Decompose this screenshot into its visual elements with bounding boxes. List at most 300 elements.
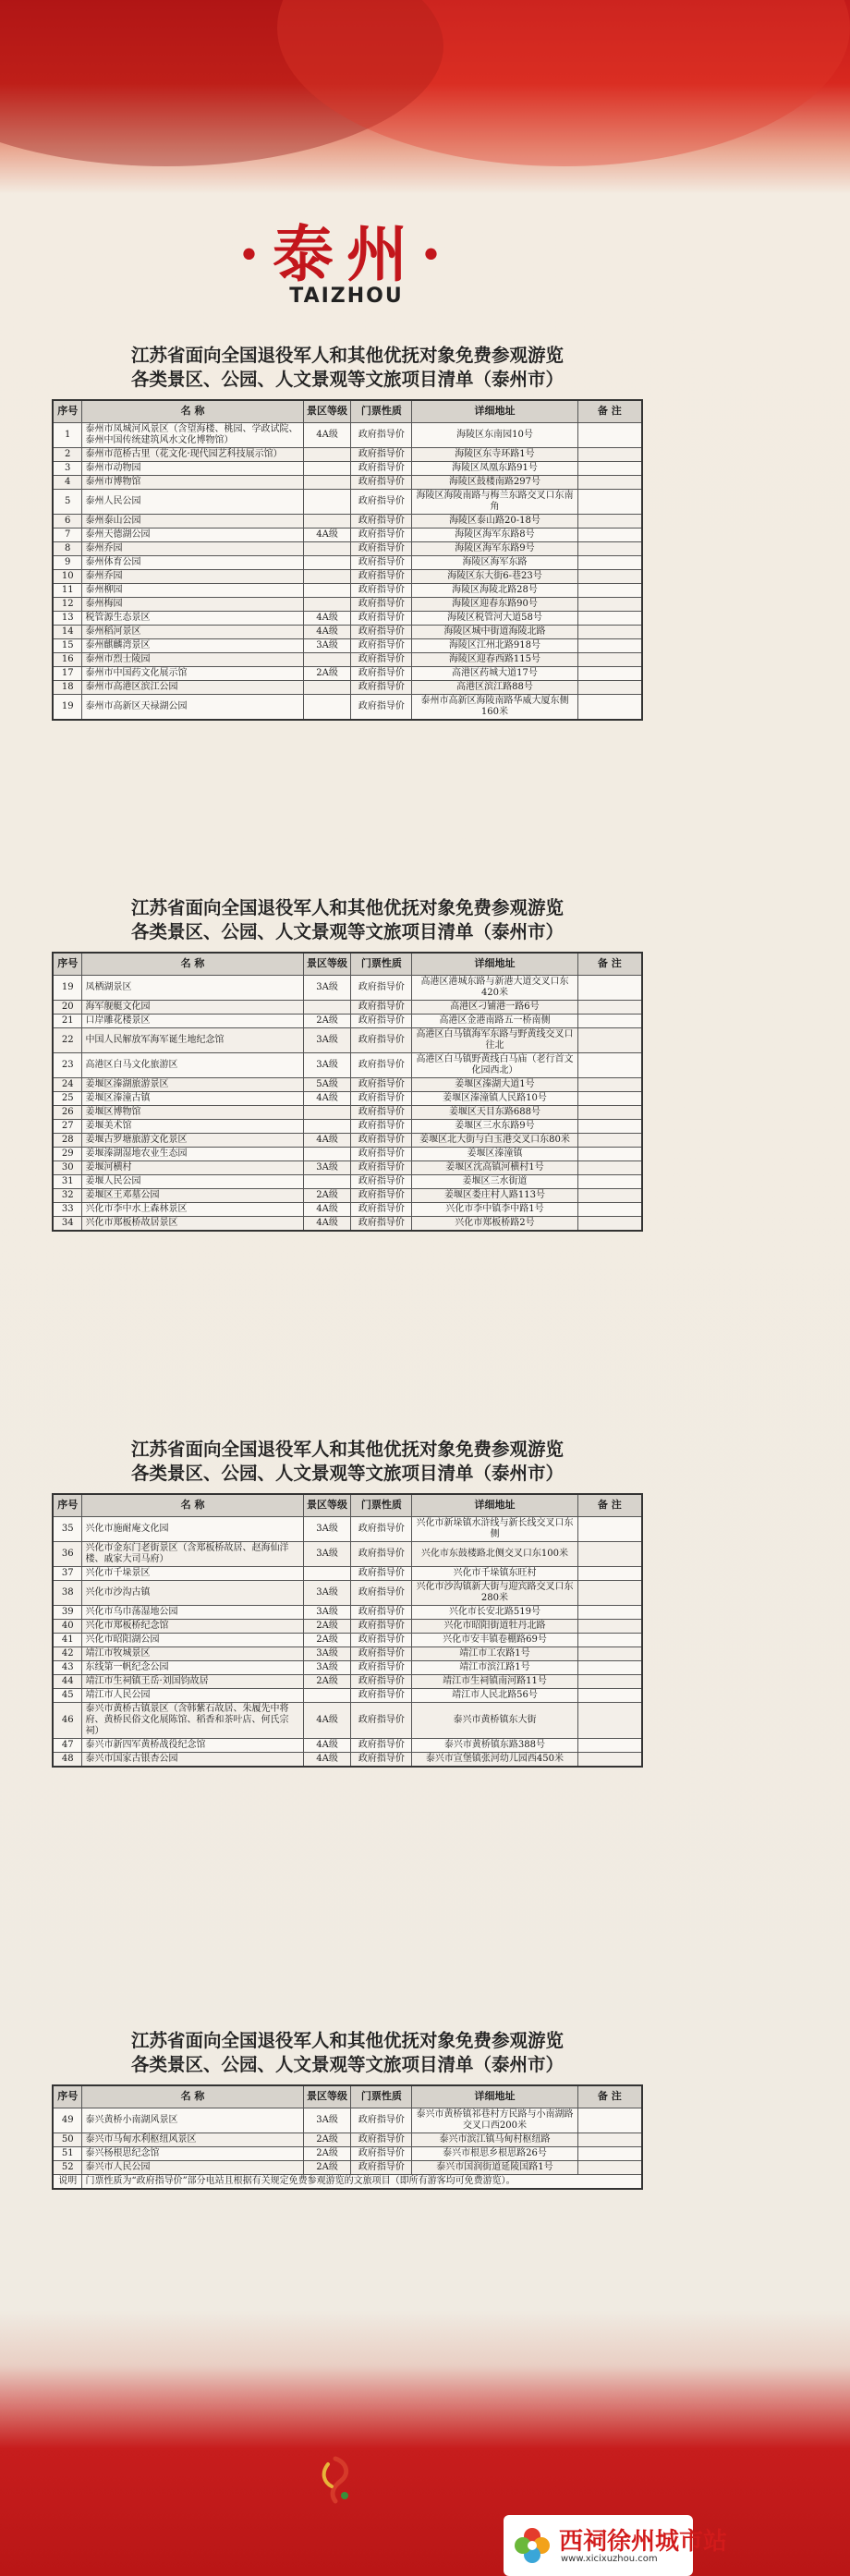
table-cell: 36 <box>53 1541 82 1566</box>
table-cell: 10 <box>53 569 82 583</box>
table-cell: 6 <box>53 514 82 528</box>
table-cell <box>577 625 642 638</box>
table-cell: 政府指导价 <box>351 1216 412 1231</box>
table-cell: 12 <box>53 597 82 611</box>
table-cell: 49 <box>53 2108 82 2132</box>
table-cell: 35 <box>53 1516 82 1541</box>
column-header: 景区等级 <box>303 1494 351 1516</box>
table-cell <box>577 461 642 475</box>
table-cell: 政府指导价 <box>351 652 412 666</box>
table-cell: 7 <box>53 528 82 541</box>
table-row <box>53 447 642 461</box>
table-cell: 5A级 <box>303 1077 351 1091</box>
table-cell <box>577 1000 642 1014</box>
table-cell <box>577 528 642 541</box>
table-cell: 姜堰溱湖湿地农业生态园 <box>82 1147 303 1160</box>
table-cell: 政府指导价 <box>351 1014 412 1027</box>
table-cell: 兴化市李中水上森林景区 <box>82 1202 303 1216</box>
table-cell: 24 <box>53 1077 82 1091</box>
table-cell: 27 <box>53 1119 82 1133</box>
list-panel <box>52 344 643 721</box>
table-cell: 25 <box>53 1091 82 1105</box>
table-row <box>53 1738 642 1752</box>
table-cell: 泰兴杨根思纪念馆 <box>82 2146 303 2160</box>
table-cell: 政府指导价 <box>351 1174 412 1188</box>
table-cell: 海陵区海陵南路与梅兰东路交叉口东南角 <box>412 489 577 514</box>
table-cell <box>577 1202 642 1216</box>
table-cell: 政府指导价 <box>351 2108 412 2132</box>
table-header <box>53 2085 642 2108</box>
table-cell <box>303 514 351 528</box>
table-cell <box>577 1133 642 1147</box>
table-cell: 2A级 <box>303 1619 351 1633</box>
table-cell: 高港区滨江路88号 <box>412 680 577 694</box>
column-header: 名 称 <box>82 1494 303 1516</box>
table-row <box>53 1660 642 1674</box>
table-cell: 海陵区泰山路20-18号 <box>412 514 577 528</box>
table-cell: 泰兴市黄桥镇祁巷村方民路与小南湖路交叉口西200米 <box>412 2108 577 2132</box>
table-cell <box>577 652 642 666</box>
table-cell: 高港区白马镇野黄线白马庙（老行首文化园西北） <box>412 1052 577 1077</box>
table-cell: 3A级 <box>303 1580 351 1605</box>
table-cell: 48 <box>53 1752 82 1767</box>
table-cell: 44 <box>53 1674 82 1688</box>
table-cell: 泰州乔园 <box>82 541 303 555</box>
table-cell: 海陵区东南园10号 <box>412 422 577 447</box>
table-cell: 政府指导价 <box>351 597 412 611</box>
table-cell: 政府指导价 <box>351 1674 412 1688</box>
note-label: 说明 <box>53 2174 82 2189</box>
panel-title-line1: 江苏省面向全国退役军人和其他优抚对象免费参观游览 <box>130 2030 564 2051</box>
table-row <box>53 1000 642 1014</box>
table-cell: 兴化市郑板桥纪念馆 <box>82 1619 303 1633</box>
column-header: 详细地址 <box>412 953 577 975</box>
attractions-table <box>52 399 643 721</box>
list-panel <box>52 1438 643 1768</box>
table-cell: 中国人民解放军海军诞生地纪念馆 <box>82 1027 303 1052</box>
table-cell: 泰州乔园 <box>82 569 303 583</box>
column-header: 备 注 <box>577 400 642 422</box>
table-cell: 泰州体育公园 <box>82 555 303 569</box>
table-row <box>53 611 642 625</box>
table-cell: 姜堰区溱潼镇人民路10号 <box>412 1091 577 1105</box>
table-cell: 高港区金港南路五一桥南侧 <box>412 1014 577 1027</box>
table-cell: 兴化市沙沟古镇 <box>82 1580 303 1605</box>
table-cell: 政府指导价 <box>351 475 412 489</box>
table-cell: 泰兴市根思乡根思路26号 <box>412 2146 577 2160</box>
table-cell: 46 <box>53 1702 82 1738</box>
table-cell: 政府指导价 <box>351 1027 412 1052</box>
table-cell: 政府指导价 <box>351 1688 412 1702</box>
table-cell: 泰州天德湖公园 <box>82 528 303 541</box>
table-row <box>53 1702 642 1738</box>
table-cell: 政府指导价 <box>351 1516 412 1541</box>
table-row <box>53 1580 642 1605</box>
table-cell: 兴化市新垛镇水浒线与新长线交叉口东侧 <box>412 1516 577 1541</box>
table-cell: 兴化市沙沟镇新大街与迎宾路交叉口东280米 <box>412 1580 577 1605</box>
panel-title-line2: 各类景区、公园、人文景观等文旅项目清单（泰州市） <box>130 2054 564 2075</box>
page-title: ·泰州· <box>238 218 455 290</box>
table-cell: 靖江市生祠镇南河路11号 <box>412 1674 577 1688</box>
table-cell: 姜堰人民公园 <box>82 1174 303 1188</box>
table-row <box>53 1516 642 1541</box>
table-cell: 17 <box>53 666 82 680</box>
table-cell: 3A级 <box>303 1646 351 1660</box>
table-cell: 高港区白马文化旅游区 <box>82 1052 303 1077</box>
column-header: 名 称 <box>82 400 303 422</box>
table-cell: 泰州人民公园 <box>82 489 303 514</box>
table-cell <box>577 1738 642 1752</box>
table-row <box>53 1633 642 1646</box>
table-row <box>53 638 642 652</box>
table-row <box>53 569 642 583</box>
table-row <box>53 975 642 1000</box>
table-cell: 31 <box>53 1174 82 1188</box>
table-cell: 泰兴市宣堡镇张河幼儿园西450米 <box>412 1752 577 1767</box>
table-cell <box>577 1052 642 1077</box>
table-cell: 政府指导价 <box>351 1702 412 1738</box>
column-header: 门票性质 <box>351 2085 412 2108</box>
table-cell: 政府指导价 <box>351 1619 412 1633</box>
table-cell <box>577 1674 642 1688</box>
table-cell <box>577 2108 642 2132</box>
table-cell: 政府指导价 <box>351 461 412 475</box>
table-cell <box>577 2160 642 2174</box>
table-cell: 政府指导价 <box>351 541 412 555</box>
table-cell: 政府指导价 <box>351 1738 412 1752</box>
table-cell: 靖江市生祠镇王岳·刘国钧故居 <box>82 1674 303 1688</box>
table-cell: 3 <box>53 461 82 475</box>
table-cell: 2A级 <box>303 2132 351 2146</box>
flag-decoration <box>277 0 850 166</box>
table-cell: 海陵区东大街6-巷23号 <box>412 569 577 583</box>
table-cell <box>577 597 642 611</box>
table-cell: 3A级 <box>303 1660 351 1674</box>
table-row <box>53 528 642 541</box>
table-row <box>53 1216 642 1231</box>
table-cell: 海陵区海陵北路28号 <box>412 583 577 597</box>
table-cell: 3A级 <box>303 1052 351 1077</box>
table-cell: 16 <box>53 652 82 666</box>
table-cell <box>577 1580 642 1605</box>
table-cell: 姜堰区溱湖大道1号 <box>412 1077 577 1091</box>
table-cell: 政府指导价 <box>351 694 412 720</box>
table-cell: 政府指导价 <box>351 583 412 597</box>
table-cell: 4A级 <box>303 1091 351 1105</box>
table-cell: 政府指导价 <box>351 611 412 625</box>
table-cell: 政府指导价 <box>351 2160 412 2174</box>
table-cell: 34 <box>53 1216 82 1231</box>
table-cell: 泰兴市国家古银杏公园 <box>82 1752 303 1767</box>
table-cell: 泰州柳园 <box>82 583 303 597</box>
table-cell <box>303 555 351 569</box>
table-cell <box>577 1147 642 1160</box>
column-header: 门票性质 <box>351 1494 412 1516</box>
table-cell <box>303 569 351 583</box>
table-cell: 政府指导价 <box>351 1000 412 1014</box>
table-cell: 兴化市乌巾荡湿地公园 <box>82 1605 303 1619</box>
table-row <box>53 2146 642 2160</box>
table-cell: 泰州市烈士陵园 <box>82 652 303 666</box>
table-cell: 政府指导价 <box>351 2132 412 2146</box>
table-cell: 口岸雕花楼景区 <box>82 1014 303 1027</box>
table-row <box>53 541 642 555</box>
table-cell: 姜堰区北大街与白玉港交叉口东80米 <box>412 1133 577 1147</box>
table-cell: 3A级 <box>303 1605 351 1619</box>
table-cell: 兴化市李中镇李中路1号 <box>412 1202 577 1216</box>
table-cell: 泰兴市新四军黄桥战役纪念馆 <box>82 1738 303 1752</box>
table-cell: 3A级 <box>303 638 351 652</box>
table-cell: 姜堰区溱潼古镇 <box>82 1091 303 1105</box>
list-panel <box>52 896 643 1232</box>
table-cell: 高港区白马镇海军东路与野黄线交叉口往北 <box>412 1027 577 1052</box>
table-cell <box>577 1660 642 1674</box>
table-cell <box>577 1566 642 1580</box>
table-cell: 海陵区鼓楼南路297号 <box>412 475 577 489</box>
table-cell: 政府指导价 <box>351 975 412 1000</box>
table-cell: 兴化市施耐庵文化园 <box>82 1516 303 1541</box>
table-cell <box>577 694 642 720</box>
table-cell: 海陵区迎春西路115号 <box>412 652 577 666</box>
table-cell: 42 <box>53 1646 82 1660</box>
attractions-table <box>52 1493 643 1768</box>
table-cell: 泰兴市黄桥镇东路388号 <box>412 1738 577 1752</box>
table-cell: 3A级 <box>303 975 351 1000</box>
table-cell: 姜堰区博物馆 <box>82 1105 303 1119</box>
table-cell: 泰兴市黄桥古镇景区（含韩紫石故居、朱履先中将府、黄桥民俗文化展陈馆、稻香和茶叶店、何氏宗祠） <box>82 1702 303 1738</box>
column-header: 备 注 <box>577 2085 642 2108</box>
table-cell: 泰州市范桥古里（花文化·现代园艺科技展示馆） <box>82 447 303 461</box>
table-row <box>53 2132 642 2146</box>
table-cell <box>577 1119 642 1133</box>
table-cell <box>303 1000 351 1014</box>
table-cell <box>577 680 642 694</box>
table-cell: 姜堰河横村 <box>82 1160 303 1174</box>
table-row <box>53 1174 642 1188</box>
table-cell <box>577 1188 642 1202</box>
table-cell: 51 <box>53 2146 82 2160</box>
table-cell <box>303 1105 351 1119</box>
table-row <box>53 2160 642 2174</box>
table-cell <box>577 611 642 625</box>
panel-title-line1: 江苏省面向全国退役军人和其他优抚对象免费参观游览 <box>130 345 564 366</box>
table-cell <box>577 1605 642 1619</box>
table-cell: 3A级 <box>303 1516 351 1541</box>
table-cell <box>577 1174 642 1188</box>
table-cell: 政府指导价 <box>351 555 412 569</box>
table-cell: 高港区药城大道17号 <box>412 666 577 680</box>
table-cell <box>303 541 351 555</box>
table-cell: 海陵区迎春东路90号 <box>412 597 577 611</box>
table-cell: 政府指导价 <box>351 514 412 528</box>
column-header: 备 注 <box>577 953 642 975</box>
table-cell: 泰州稻河景区 <box>82 625 303 638</box>
table-cell: 43 <box>53 1660 82 1674</box>
table-cell: 政府指导价 <box>351 1633 412 1646</box>
attractions-table <box>52 952 643 1232</box>
table-row <box>53 1566 642 1580</box>
table-cell: 9 <box>53 555 82 569</box>
table-cell: 23 <box>53 1052 82 1077</box>
table-cell: 3A级 <box>303 1027 351 1052</box>
table-row <box>53 2108 642 2132</box>
table-header <box>53 400 642 422</box>
page-subtitle: TAIZHOU <box>289 285 404 308</box>
table-cell <box>577 975 642 1000</box>
table-row <box>53 1188 642 1202</box>
table-cell: 姜堰区三水街道 <box>412 1174 577 1188</box>
table-cell: 4A级 <box>303 1216 351 1231</box>
column-header: 名 称 <box>82 2085 303 2108</box>
panel-title-line2: 各类景区、公园、人文景观等文旅项目清单（泰州市） <box>130 369 564 390</box>
table-cell: 泰兴市国润街道延陵国路1号 <box>412 2160 577 2174</box>
table-row <box>53 555 642 569</box>
table-cell: 泰州麒麟湾景区 <box>82 638 303 652</box>
column-header: 序号 <box>53 2085 82 2108</box>
table-cell <box>303 1147 351 1160</box>
table-cell <box>577 489 642 514</box>
table-cell <box>577 1105 642 1119</box>
table-cell <box>303 597 351 611</box>
table-cell: 37 <box>53 1566 82 1580</box>
table-cell: 政府指导价 <box>351 2146 412 2160</box>
table-cell: 政府指导价 <box>351 489 412 514</box>
table-row <box>53 1202 642 1216</box>
table-cell: 海军舰艇文化园 <box>82 1000 303 1014</box>
table-cell: 50 <box>53 2132 82 2146</box>
table-cell: 政府指导价 <box>351 1202 412 1216</box>
table-cell <box>577 1160 642 1174</box>
table-cell: 政府指导价 <box>351 569 412 583</box>
table-cell: 姜堰美术馆 <box>82 1119 303 1133</box>
table-cell: 靖江市牧城景区 <box>82 1646 303 1660</box>
table-cell <box>577 447 642 461</box>
table-cell: 4A级 <box>303 1133 351 1147</box>
table-header <box>53 1494 642 1516</box>
table-cell: 4A级 <box>303 528 351 541</box>
table-row <box>53 1752 642 1767</box>
table-cell: 政府指导价 <box>351 680 412 694</box>
table-cell: 4A级 <box>303 611 351 625</box>
table-cell <box>303 1119 351 1133</box>
table-row <box>53 489 642 514</box>
table-cell: 兴化市长安北路519号 <box>412 1605 577 1619</box>
table-cell <box>577 666 642 680</box>
table-cell: 泰州市凤城河风景区（含望海楼、桃园、学政试院、泰州中国传统建筑风水文化博物馆） <box>82 422 303 447</box>
table-cell: 政府指导价 <box>351 1752 412 1767</box>
table-cell <box>577 1516 642 1541</box>
table-cell: 姜堰区溱湖旅游景区 <box>82 1077 303 1091</box>
column-header: 序号 <box>53 953 82 975</box>
panel-title-line1: 江苏省面向全国退役军人和其他优抚对象免费参观游览 <box>130 897 564 918</box>
table-row <box>53 1619 642 1633</box>
table-cell: 2A级 <box>303 2160 351 2174</box>
table-cell: 海陵区江州北路918号 <box>412 638 577 652</box>
table-cell: 政府指导价 <box>351 1605 412 1619</box>
table-cell: 高港区港城东路与新港大道交叉口东420米 <box>412 975 577 1000</box>
table-cell: 政府指导价 <box>351 638 412 652</box>
table-row <box>53 514 642 528</box>
table-cell: 政府指导价 <box>351 1580 412 1605</box>
table-cell: 20 <box>53 1000 82 1014</box>
table-cell: 兴化市千垛镇东旺村 <box>412 1566 577 1580</box>
table-cell <box>577 555 642 569</box>
table-cell: 政府指导价 <box>351 1541 412 1566</box>
column-header: 详细地址 <box>412 1494 577 1516</box>
table-row <box>53 1077 642 1091</box>
table-row <box>53 1147 642 1160</box>
table-cell: 兴化市昭阳湖公园 <box>82 1633 303 1646</box>
column-header: 备 注 <box>577 1494 642 1516</box>
site-badge[interactable] <box>504 2515 728 2576</box>
table-cell: 29 <box>53 1147 82 1160</box>
badge-url[interactable]: www.xicixuzhou.com <box>561 2554 658 2564</box>
table-cell: 凤栖湖景区 <box>82 975 303 1000</box>
table-cell: 26 <box>53 1105 82 1119</box>
table-cell: 3A级 <box>303 1160 351 1174</box>
table-cell: 2A级 <box>303 1014 351 1027</box>
table-cell: 18 <box>53 680 82 694</box>
column-header: 景区等级 <box>303 2085 351 2108</box>
table-cell: 政府指导价 <box>351 1052 412 1077</box>
table-cell <box>577 569 642 583</box>
note-text: 门票性质为“政府指导价”部分电站且根据有关规定免费参观游览的文旅项目（即所有游客均可免费游览）。 <box>82 2174 642 2189</box>
badge-title: 西祠徐州城市站 <box>559 2528 728 2556</box>
table-cell: 海陵区海军东路8号 <box>412 528 577 541</box>
table-row <box>53 680 642 694</box>
table-row <box>53 652 642 666</box>
table-cell: 2 <box>53 447 82 461</box>
table-cell: 姜堰古罗塘旅游文化景区 <box>82 1133 303 1147</box>
table-cell <box>303 475 351 489</box>
table-cell: 兴化市安丰镇卷棚路69号 <box>412 1633 577 1646</box>
table-cell <box>577 1688 642 1702</box>
table-cell: 8 <box>53 541 82 555</box>
table-cell: 政府指导价 <box>351 1147 412 1160</box>
table-cell <box>303 583 351 597</box>
table-cell: 政府指导价 <box>351 625 412 638</box>
table-cell: 19 <box>53 975 82 1000</box>
table-cell: 14 <box>53 625 82 638</box>
table-row <box>53 1027 642 1052</box>
table-cell: 海陵区凤凰东路91号 <box>412 461 577 475</box>
jiangsu-logo <box>308 2453 363 2518</box>
table-cell <box>577 1752 642 1767</box>
table-cell: 兴化市昭阳街道牡丹北路 <box>412 1619 577 1633</box>
table-cell: 海陵区海军东路 <box>412 555 577 569</box>
table-cell: 政府指导价 <box>351 1091 412 1105</box>
table-cell: 13 <box>53 611 82 625</box>
table-cell: 2A级 <box>303 1674 351 1688</box>
table-cell: 泰兴黄桥小南湖风景区 <box>82 2108 303 2132</box>
table-cell: 税管源生态景区 <box>82 611 303 625</box>
panel-title-line2: 各类景区、公园、人文景观等文旅项目清单（泰州市） <box>130 921 564 942</box>
table-cell: 政府指导价 <box>351 1105 412 1119</box>
table-cell: 东线第一帆纪念公园 <box>82 1660 303 1674</box>
table-cell <box>577 2132 642 2146</box>
table-cell: 19 <box>53 694 82 720</box>
table-cell: 政府指导价 <box>351 1077 412 1091</box>
table-cell: 泰兴市人民公园 <box>82 2160 303 2174</box>
table-row <box>53 597 642 611</box>
column-header: 详细地址 <box>412 400 577 422</box>
panel-title-line2: 各类景区、公园、人文景观等文旅项目清单（泰州市） <box>130 1463 564 1484</box>
table-cell <box>577 1014 642 1027</box>
table-row <box>53 1014 642 1027</box>
table-cell: 3A级 <box>303 2108 351 2132</box>
table-cell: 4A级 <box>303 1702 351 1738</box>
table-cell <box>577 638 642 652</box>
